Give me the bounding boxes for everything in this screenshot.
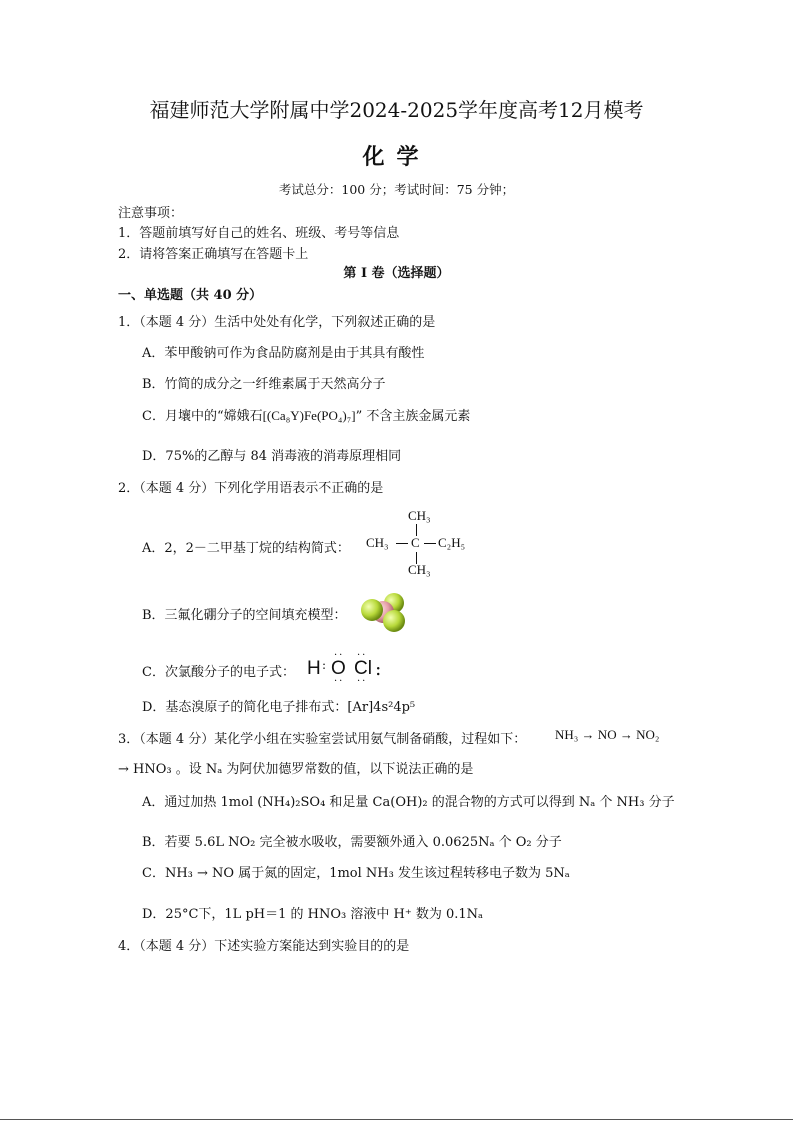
q2-option-c: C．次氯酸分子的电子式： [142, 665, 295, 680]
q3-option-c: C．NH₃ → NO 属于氮的固定，1mol NH₃ 发生该过程转移电子数为 5Nₐ [142, 866, 570, 881]
q3-option-b: B．若要 5.6L NO₂ 完全被水吸收，需要额外通入 0.0625Nₐ 个 O₂ 分子 [142, 835, 562, 850]
lewis-dots: ·· [334, 676, 345, 687]
q2-option-d: D．基态溴原子的简化电子排布式：[Ar]4s²4p⁵ [142, 700, 416, 715]
hclo-lewis-structure [307, 650, 397, 690]
q1-option-d: D．75%的乙醇与 84 消毒液的消毒原理相同 [142, 449, 402, 464]
fluorine-atom [361, 599, 383, 621]
bf3-space-filling-model [356, 590, 412, 636]
struct-right-group: C₂H₅ [438, 535, 466, 550]
notice-item: 2．请将答案正确填写在答题卡上 [118, 247, 309, 262]
q1-option-a: A．苯甲酸钠可作为食品防腐剂是由于其具有酸性 [142, 346, 425, 361]
lewis-dots: ·· [357, 676, 368, 687]
structural-formula [366, 508, 476, 578]
notice-heading: 注意事项： [118, 206, 184, 221]
lewis-dots: : [375, 658, 382, 680]
exam-meta: 考试总分：100 分；考试时间：75 分钟； [278, 182, 515, 197]
lewis-dots: ·· [357, 650, 368, 661]
question-4-stem: 4．（本题 4 分）下述实验方案能达到实验目的的是 [118, 939, 410, 954]
lewis-cl: Cl [354, 658, 372, 679]
change-stone-formula: [(Ca₈Y)Fe(PO₄)₇] [262, 408, 356, 423]
lewis-dots: : [322, 658, 327, 672]
subject-title: 化学 [362, 144, 431, 170]
q2-option-a: A．2，2－二甲基丁烷的结构简式： [142, 541, 350, 556]
q1-option-c-prefix: C．月壤中的“嫦娥石 [142, 409, 263, 424]
q3-stem-continued: → HNO₃ 。设 Nₐ 为阿伏加德罗常数的值，以下说法正确的是 [118, 762, 474, 777]
struct-bond-right [424, 543, 436, 544]
q3-reaction-chain: NH₃ → NO → NO₂ [555, 727, 660, 742]
fluorine-atom [383, 610, 405, 632]
struct-center-atom: C [411, 535, 420, 550]
struct-top-group: CH₃ [408, 508, 431, 523]
lewis-o: O [331, 658, 346, 679]
q1-option-b: B．竹简的成分之一纤维素属于天然高分子 [142, 377, 386, 392]
question-3-stem: 3．（本题 4 分）某化学小组在实验室尝试用氨气制备硝酸，过程如下： [118, 732, 527, 747]
q2-option-b: B．三氟化硼分子的空间填充模型： [142, 608, 347, 623]
section-heading: 一、单选题（共 40 分） [118, 288, 263, 303]
question-1-stem: 1．（本题 4 分）生活中处处有化学，下列叙述正确的是 [118, 315, 436, 330]
struct-bottom-group: CH₃ [408, 562, 431, 577]
q1-option-c [142, 405, 470, 424]
exam-title: 福建师范大学附属中学2024-2025学年度高考12月模考 [149, 98, 644, 122]
struct-left-group: CH₃ [366, 535, 389, 550]
notice-item: 1．答题前填写好自己的姓名、班级、考号等信息 [118, 226, 400, 241]
page-bottom-rule [0, 1119, 793, 1120]
lewis-h: H [307, 658, 321, 679]
volume-heading: 第 I 卷（选择题） [343, 266, 450, 281]
lewis-dots: ·· [334, 650, 345, 661]
q3-option-a: A．通过加热 1mol (NH₄)₂SO₄ 和足量 Ca(OH)₂ 的混合物的方式可以得到 Nₐ 个 NH₃ 分子 [142, 795, 675, 810]
q3-option-d: D．25°C下，1L pH＝1 的 HNO₃ 溶液中 H⁺ 数为 0.1Nₐ [142, 907, 484, 922]
struct-bond-left [396, 543, 408, 544]
q1-option-c-suffix: ” 不含主族金属元素 [355, 409, 471, 424]
question-2-stem: 2．（本题 4 分）下列化学用语表示不正确的是 [118, 481, 384, 496]
